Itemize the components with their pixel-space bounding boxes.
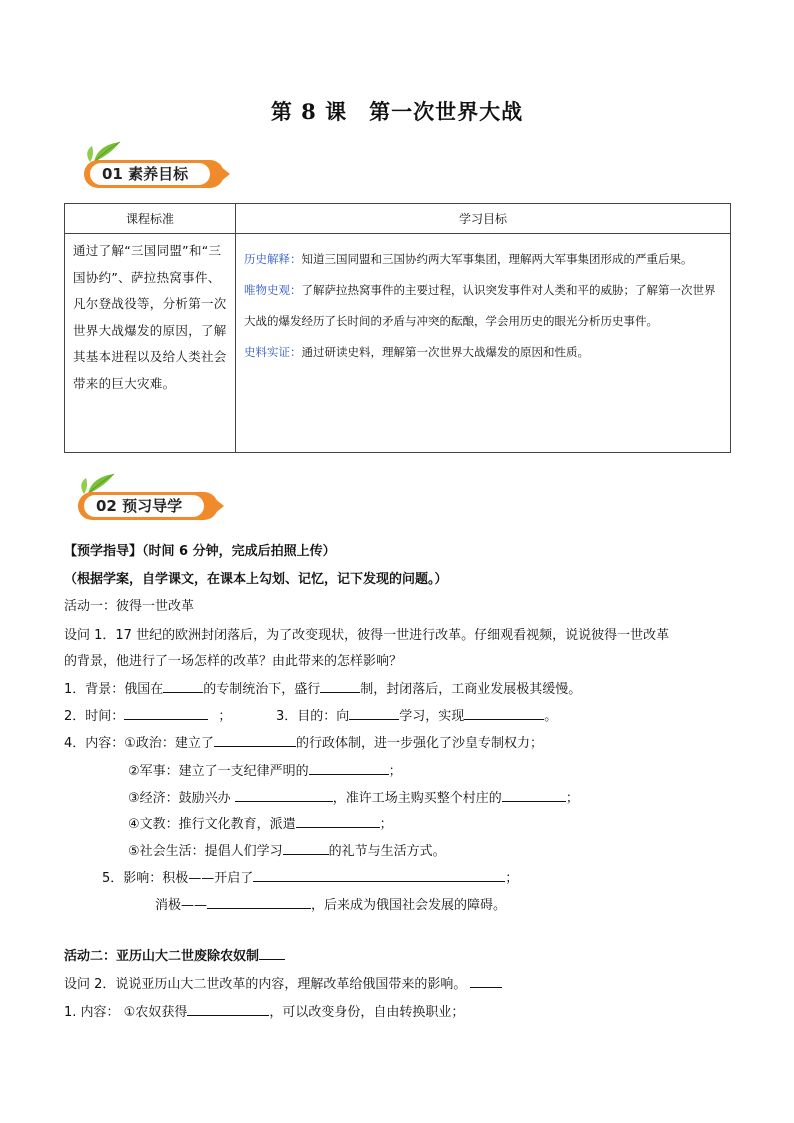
blank-field [464, 706, 544, 720]
activity2-content-row: 1. 内容： ①农奴获得 ，可以改变身份，自由转换职业； [64, 1001, 464, 1020]
activity2-title: 活动二：亚历山大二世废除农奴制 [64, 945, 285, 964]
leaf-icon [74, 472, 134, 494]
blank-field [124, 706, 208, 720]
blank-field [320, 679, 360, 693]
impact-negative-row: 消极—— ，后来成为俄国社会发展的障碍。 [155, 894, 506, 913]
question-1-line-b: 的背景，他进行了一场怎样的改革？由此带来的怎样影响？ [64, 654, 403, 669]
blank-field [349, 706, 399, 720]
blank-field [470, 974, 502, 988]
guide-line-1: 【预学指导】（时间 6 分钟，完成后拍照上传） [64, 544, 336, 559]
table-header-standard: 课程标准 [65, 204, 236, 234]
leaf-icon [80, 140, 140, 162]
blank-field [502, 788, 566, 802]
blank-field [207, 895, 311, 909]
blank-field [253, 868, 505, 882]
content-society-row: ⑤社会生活：提倡人们学习 的礼节与生活方式。 [128, 840, 446, 859]
section-label: 02 预习导学 [96, 497, 183, 515]
background-row: 1．背景：俄国在 的专制统治下，盛行 制，封闭落后，工商业发展极其缓慢。 [64, 678, 581, 697]
page-title: 第 8 课 第一次世界大战 [270, 99, 524, 124]
question-1-line-a: 设问 1．17 世纪的欧洲封闭落后，为了改变现状，彼得一世进行改革。仔细观看视频，说说彼得一世改革 [64, 628, 670, 643]
blank-field [309, 761, 389, 775]
aim-row: 3．目的：向 学习，实现 。 [276, 705, 557, 724]
goal-item: 历史解释：知道三国同盟和三国协约两大军事集团，理解两大军事集团形成的严重后果。 [244, 252, 693, 266]
section-label: 01 素养目标 [102, 165, 189, 183]
guide-line-2: （根据学案，自学课文，在课本上勾划、记忆，记下发现的问题。） [64, 572, 448, 587]
goals-cell [236, 234, 731, 453]
content-military-row: ②军事：建立了一支纪律严明的 ； [128, 760, 402, 779]
section-banner-goals [72, 140, 222, 183]
blank-field [259, 946, 285, 960]
activity1-title: 活动一：彼得一世改革 [64, 599, 195, 614]
blank-field [283, 841, 329, 855]
impact-positive-row: 5．影响：积极——开启了 ； [102, 867, 518, 886]
time-row: 2．时间： ； [64, 705, 231, 724]
blank-field [187, 1002, 269, 1016]
blank-field [163, 679, 203, 693]
content-education-row: ④文教：推行文化教育，派遣 ； [128, 813, 393, 832]
blank-field [214, 733, 296, 747]
goal-item: 唯物史观：了解萨拉热窝事件的主要过程，认识突发事件对人类和平的威胁；了解第一次世界大战的爆发经历了长时间的矛盾与冲突的酝酿，学会用历史的眼光分析历史事件。 [244, 283, 716, 328]
goal-item: 史料实证：通过研读史料，理解第一次世界大战爆发的原因和性质。 [244, 345, 589, 359]
table-header-goals: 学习目标 [236, 204, 731, 234]
standard-text: 通过了解“三国同盟”和“三国协约”、萨拉热窝事件、凡尔登战役等，分析第一次世界大战爆发的原因，了解其基本进程以及给人类社会带来的巨大灾难。 [65, 234, 236, 453]
goals-table [64, 203, 731, 453]
blank-field [235, 788, 333, 802]
question-2: 设问 2．说说亚历山大二世改革的内容，理解改革给俄国带来的影响。 [64, 973, 502, 992]
section-banner-preview [66, 472, 216, 515]
blank-field [296, 814, 380, 828]
content-economy-row: ③经济：鼓励兴办 ，准许工场主购买整个村庄的 ； [128, 787, 579, 806]
content-politics-row: 4．内容：①政治：建立了 的行政体制，进一步强化了沙皇专制权力； [64, 732, 543, 751]
